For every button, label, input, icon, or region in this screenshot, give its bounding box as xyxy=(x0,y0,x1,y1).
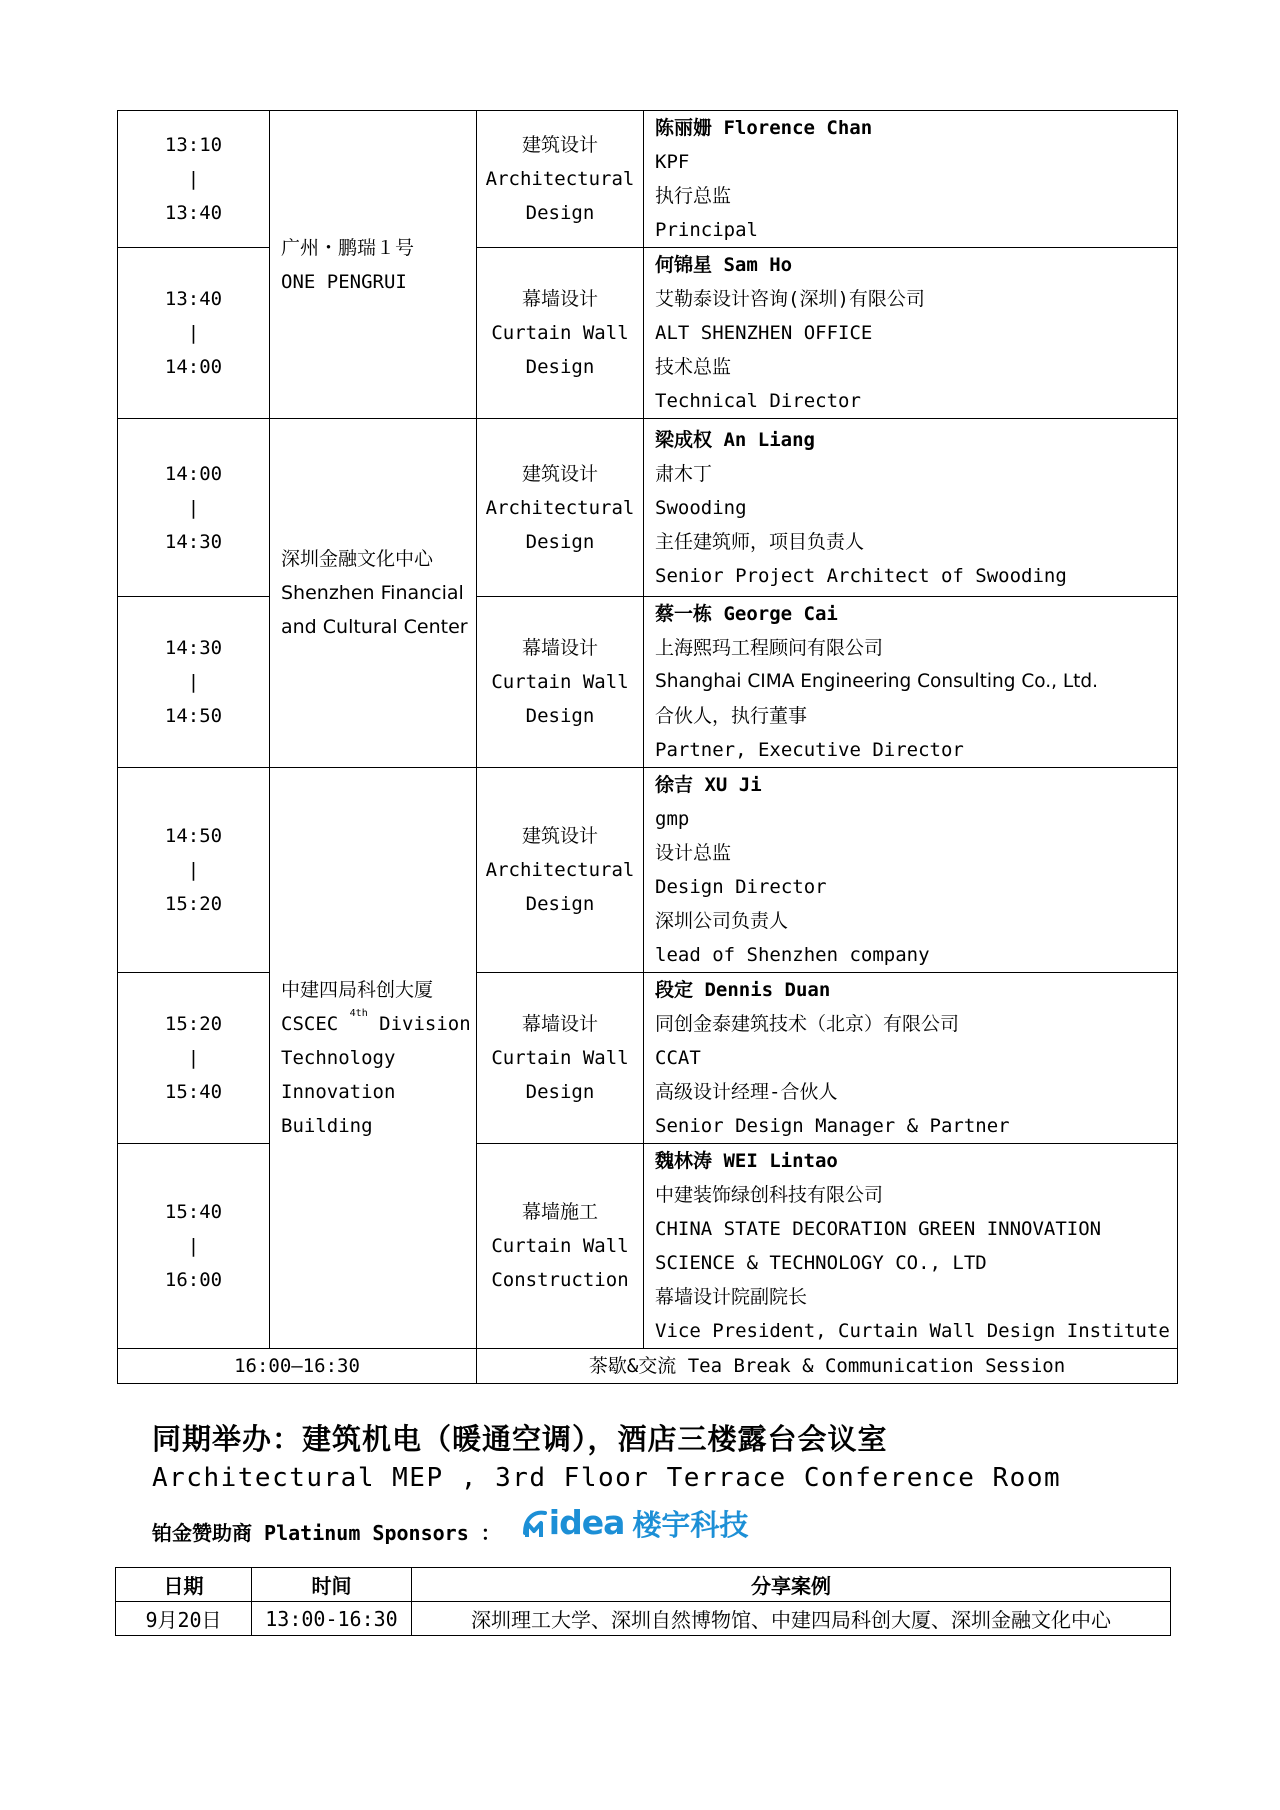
session-type-en: Curtain Wall xyxy=(491,671,629,693)
mep-header-cases: 分享案例 xyxy=(412,1568,1171,1602)
schedule-table xyxy=(117,110,1178,1384)
midea-logo-cn: 楼宇科技 xyxy=(632,1507,749,1542)
venue-prefix: CSCEC xyxy=(281,1013,339,1035)
speaker-line: 艾勒泰设计咨询(深圳)有限公司 xyxy=(655,288,925,310)
session-type-cn: 建筑设计 xyxy=(521,134,598,156)
mep-header-date: 日期 xyxy=(116,1568,252,1602)
session-type-cn: 幕墙设计 xyxy=(521,288,598,310)
midea-m-icon xyxy=(521,1507,549,1543)
session-type xyxy=(477,248,644,419)
speaker-line: 合伙人，执行董事 xyxy=(655,705,808,727)
end-time: 13:40 xyxy=(164,202,223,224)
speaker-line: 幕墙设计院副院长 xyxy=(655,1286,808,1308)
sponsor-row xyxy=(152,1503,748,1559)
start-time: 14:50 xyxy=(164,825,223,847)
venue-cell xyxy=(270,111,477,419)
tea-break-label: 茶歇&交流 Tea Break & Communication Session xyxy=(477,1349,1178,1384)
speaker-line: 主任建筑师，项目负责人 xyxy=(655,530,865,553)
speaker-name: 陈丽姗 Florence Chan xyxy=(655,117,873,139)
time-separator: | xyxy=(187,496,200,519)
speaker-name: 蔡一栋 George Cai xyxy=(655,603,838,625)
time-cell xyxy=(118,111,270,248)
speaker-line: Principal xyxy=(655,219,758,241)
speaker-line: gmp xyxy=(655,808,690,830)
time-cell xyxy=(118,597,270,768)
concurrent-title-cn: 同期举办：建筑机电（暖通空调），酒店三楼露台会议室 xyxy=(152,1422,888,1456)
end-time: 14:50 xyxy=(164,705,223,727)
speaker-line: 设计总监 xyxy=(655,842,732,864)
speaker-line: ALT SHENZHEN OFFICE xyxy=(655,322,873,344)
end-time: 16:00 xyxy=(164,1269,223,1291)
venue-name-en: Technology xyxy=(281,1047,396,1069)
concurrent-title-en: Architectural MEP , 3rd Floor Terrace Conference Room xyxy=(152,1463,1062,1493)
speaker-line: Partner, Executive Director xyxy=(655,739,964,761)
venue-suffix: Division xyxy=(379,1013,471,1035)
speaker-name: 梁成权 An Liang xyxy=(655,428,815,451)
session-type xyxy=(477,419,644,597)
speaker-line: 肃木丁 xyxy=(655,462,713,485)
speaker-line: 高级设计经理-合伙人 xyxy=(655,1081,838,1103)
speaker-line: 上海熙玛工程顾问有限公司 xyxy=(655,637,884,659)
speaker-line: Shanghai CIMA Engineering Consulting Co., Ltd. xyxy=(655,671,1099,692)
session-type xyxy=(477,768,644,973)
time-cell xyxy=(118,768,270,973)
midea-wordmark xyxy=(521,1503,625,1543)
session-type xyxy=(477,1144,644,1349)
speaker-line: 中建装饰绿创科技有限公司 xyxy=(655,1184,884,1206)
time-cell xyxy=(118,419,270,597)
start-time: 14:00 xyxy=(164,462,223,485)
time-separator: | xyxy=(187,1235,200,1257)
venue-name-cn: 深圳金融文化中心 xyxy=(281,548,434,570)
time-separator: | xyxy=(187,168,200,190)
tea-break-row xyxy=(118,1349,1178,1384)
venue-ordinal: 4th xyxy=(349,1008,368,1019)
speaker-line: 同创金泰建筑技术（北京）有限公司 xyxy=(655,1013,960,1035)
speaker-line: Vice President, Curtain Wall Design Institute xyxy=(655,1320,1170,1342)
speaker-line: Technical Director xyxy=(655,390,861,412)
mep-date: 9月20日 xyxy=(116,1602,252,1636)
session-type-cn: 幕墙设计 xyxy=(521,637,598,659)
time-separator: | xyxy=(187,671,200,693)
speaker-cell xyxy=(644,768,1178,973)
time-cell xyxy=(118,973,270,1144)
midea-word: idea xyxy=(548,1503,625,1543)
mep-cases: 深圳理工大学、深圳自然博物馆、中建四局科创大厦、深圳金融文化中心 xyxy=(412,1602,1171,1636)
speaker-name: 何锦星 Sam Ho xyxy=(655,254,793,276)
session-type-en: Curtain Wall xyxy=(491,1047,629,1069)
venue-cell xyxy=(270,768,477,1349)
speaker-name: 段定 Dennis Duan xyxy=(655,979,831,1001)
time-cell xyxy=(118,248,270,419)
start-time: 13:40 xyxy=(164,288,223,310)
end-time: 15:40 xyxy=(164,1081,223,1103)
session-type-en: Construction xyxy=(491,1269,629,1291)
venue-name-en: Innovation xyxy=(281,1081,396,1103)
session-type xyxy=(477,973,644,1144)
mep-header-time: 时间 xyxy=(252,1568,412,1602)
session-type-en: Design xyxy=(525,202,595,224)
session-type-en: Curtain Wall xyxy=(491,322,629,344)
mep-table xyxy=(115,1567,1171,1636)
time-cell xyxy=(118,1144,270,1349)
session-type-cn: 建筑设计 xyxy=(521,825,598,847)
start-time: 15:40 xyxy=(164,1201,223,1223)
sponsor-label: 铂金赞助商 Platinum Sponsors ： xyxy=(152,1520,501,1545)
speaker-cell xyxy=(644,419,1178,597)
venue-name-en: Building xyxy=(281,1115,373,1137)
end-time: 14:30 xyxy=(164,530,223,553)
session-type-en: Architectural xyxy=(485,168,635,190)
mep-header-row xyxy=(116,1568,1171,1602)
speaker-cell xyxy=(644,248,1178,419)
speaker-line: 技术总监 xyxy=(655,356,732,378)
time-separator: | xyxy=(187,859,200,881)
speaker-name: 徐吉 XU Ji xyxy=(655,774,762,796)
speaker-line: CCAT xyxy=(655,1047,701,1069)
speaker-line: Senior Project Architect of Swooding xyxy=(655,564,1067,587)
schedule-row xyxy=(118,768,1178,973)
session-type-en: Design xyxy=(525,1081,595,1103)
midea-logo xyxy=(521,1503,749,1544)
end-time: 15:20 xyxy=(164,893,223,915)
session-type-en: Architectural xyxy=(485,496,635,519)
session-type-en: Design xyxy=(525,705,595,727)
venue-name-en xyxy=(281,1007,476,1041)
speaker-line: lead of Shenzhen company xyxy=(655,944,930,966)
venue-name-en: ONE PENGRUI xyxy=(281,270,407,293)
session-type-cn: 幕墙施工 xyxy=(521,1201,598,1223)
time-separator: | xyxy=(187,1047,200,1069)
venue-name-en: and Cultural Center xyxy=(281,616,468,638)
time-separator: | xyxy=(187,322,200,344)
start-time: 15:20 xyxy=(164,1013,223,1035)
session-type-en: Design xyxy=(525,530,595,553)
speaker-name: 魏林涛 WEI Lintao xyxy=(655,1150,838,1172)
venue-name-cn: 中建四局科创大厦 xyxy=(281,979,434,1001)
end-time: 14:00 xyxy=(164,356,223,378)
session-type-cn: 建筑设计 xyxy=(521,462,598,485)
speaker-cell xyxy=(644,597,1178,768)
tea-break-time: 16:00—16:30 xyxy=(118,1349,477,1384)
speaker-line: CHINA STATE DECORATION GREEN INNOVATION xyxy=(655,1218,1102,1240)
session-type-en: Design xyxy=(525,893,595,915)
venue-name-cn: 广州・鹏瑞１号 xyxy=(281,236,415,259)
venue-name-en: Shenzhen Financial xyxy=(281,582,464,604)
speaker-line: Swooding xyxy=(655,496,747,519)
session-type xyxy=(477,597,644,768)
session-type-en: Design xyxy=(525,356,595,378)
schedule-row xyxy=(118,419,1178,597)
speaker-cell xyxy=(644,973,1178,1144)
speaker-line: 深圳公司负责人 xyxy=(655,910,789,932)
session-type-en: Architectural xyxy=(485,859,635,881)
venue-cell xyxy=(270,419,477,768)
session-type xyxy=(477,111,644,248)
speaker-cell xyxy=(644,1144,1178,1349)
schedule-row xyxy=(118,111,1178,248)
start-time: 14:30 xyxy=(164,637,223,659)
mep-time: 13:00-16:30 xyxy=(252,1602,412,1636)
mep-row xyxy=(116,1602,1171,1636)
speaker-cell xyxy=(644,111,1178,248)
speaker-line: Design Director xyxy=(655,876,827,898)
session-type-cn: 幕墙设计 xyxy=(521,1013,598,1035)
speaker-line: SCIENCE & TECHNOLOGY CO., LTD xyxy=(655,1252,987,1274)
speaker-line: KPF xyxy=(655,151,690,173)
session-type-en: Curtain Wall xyxy=(491,1235,629,1257)
start-time: 13:10 xyxy=(164,134,223,156)
concurrent-session xyxy=(152,1420,1061,1496)
speaker-line: 执行总监 xyxy=(655,185,732,207)
speaker-line: Senior Design Manager & Partner xyxy=(655,1115,1010,1137)
